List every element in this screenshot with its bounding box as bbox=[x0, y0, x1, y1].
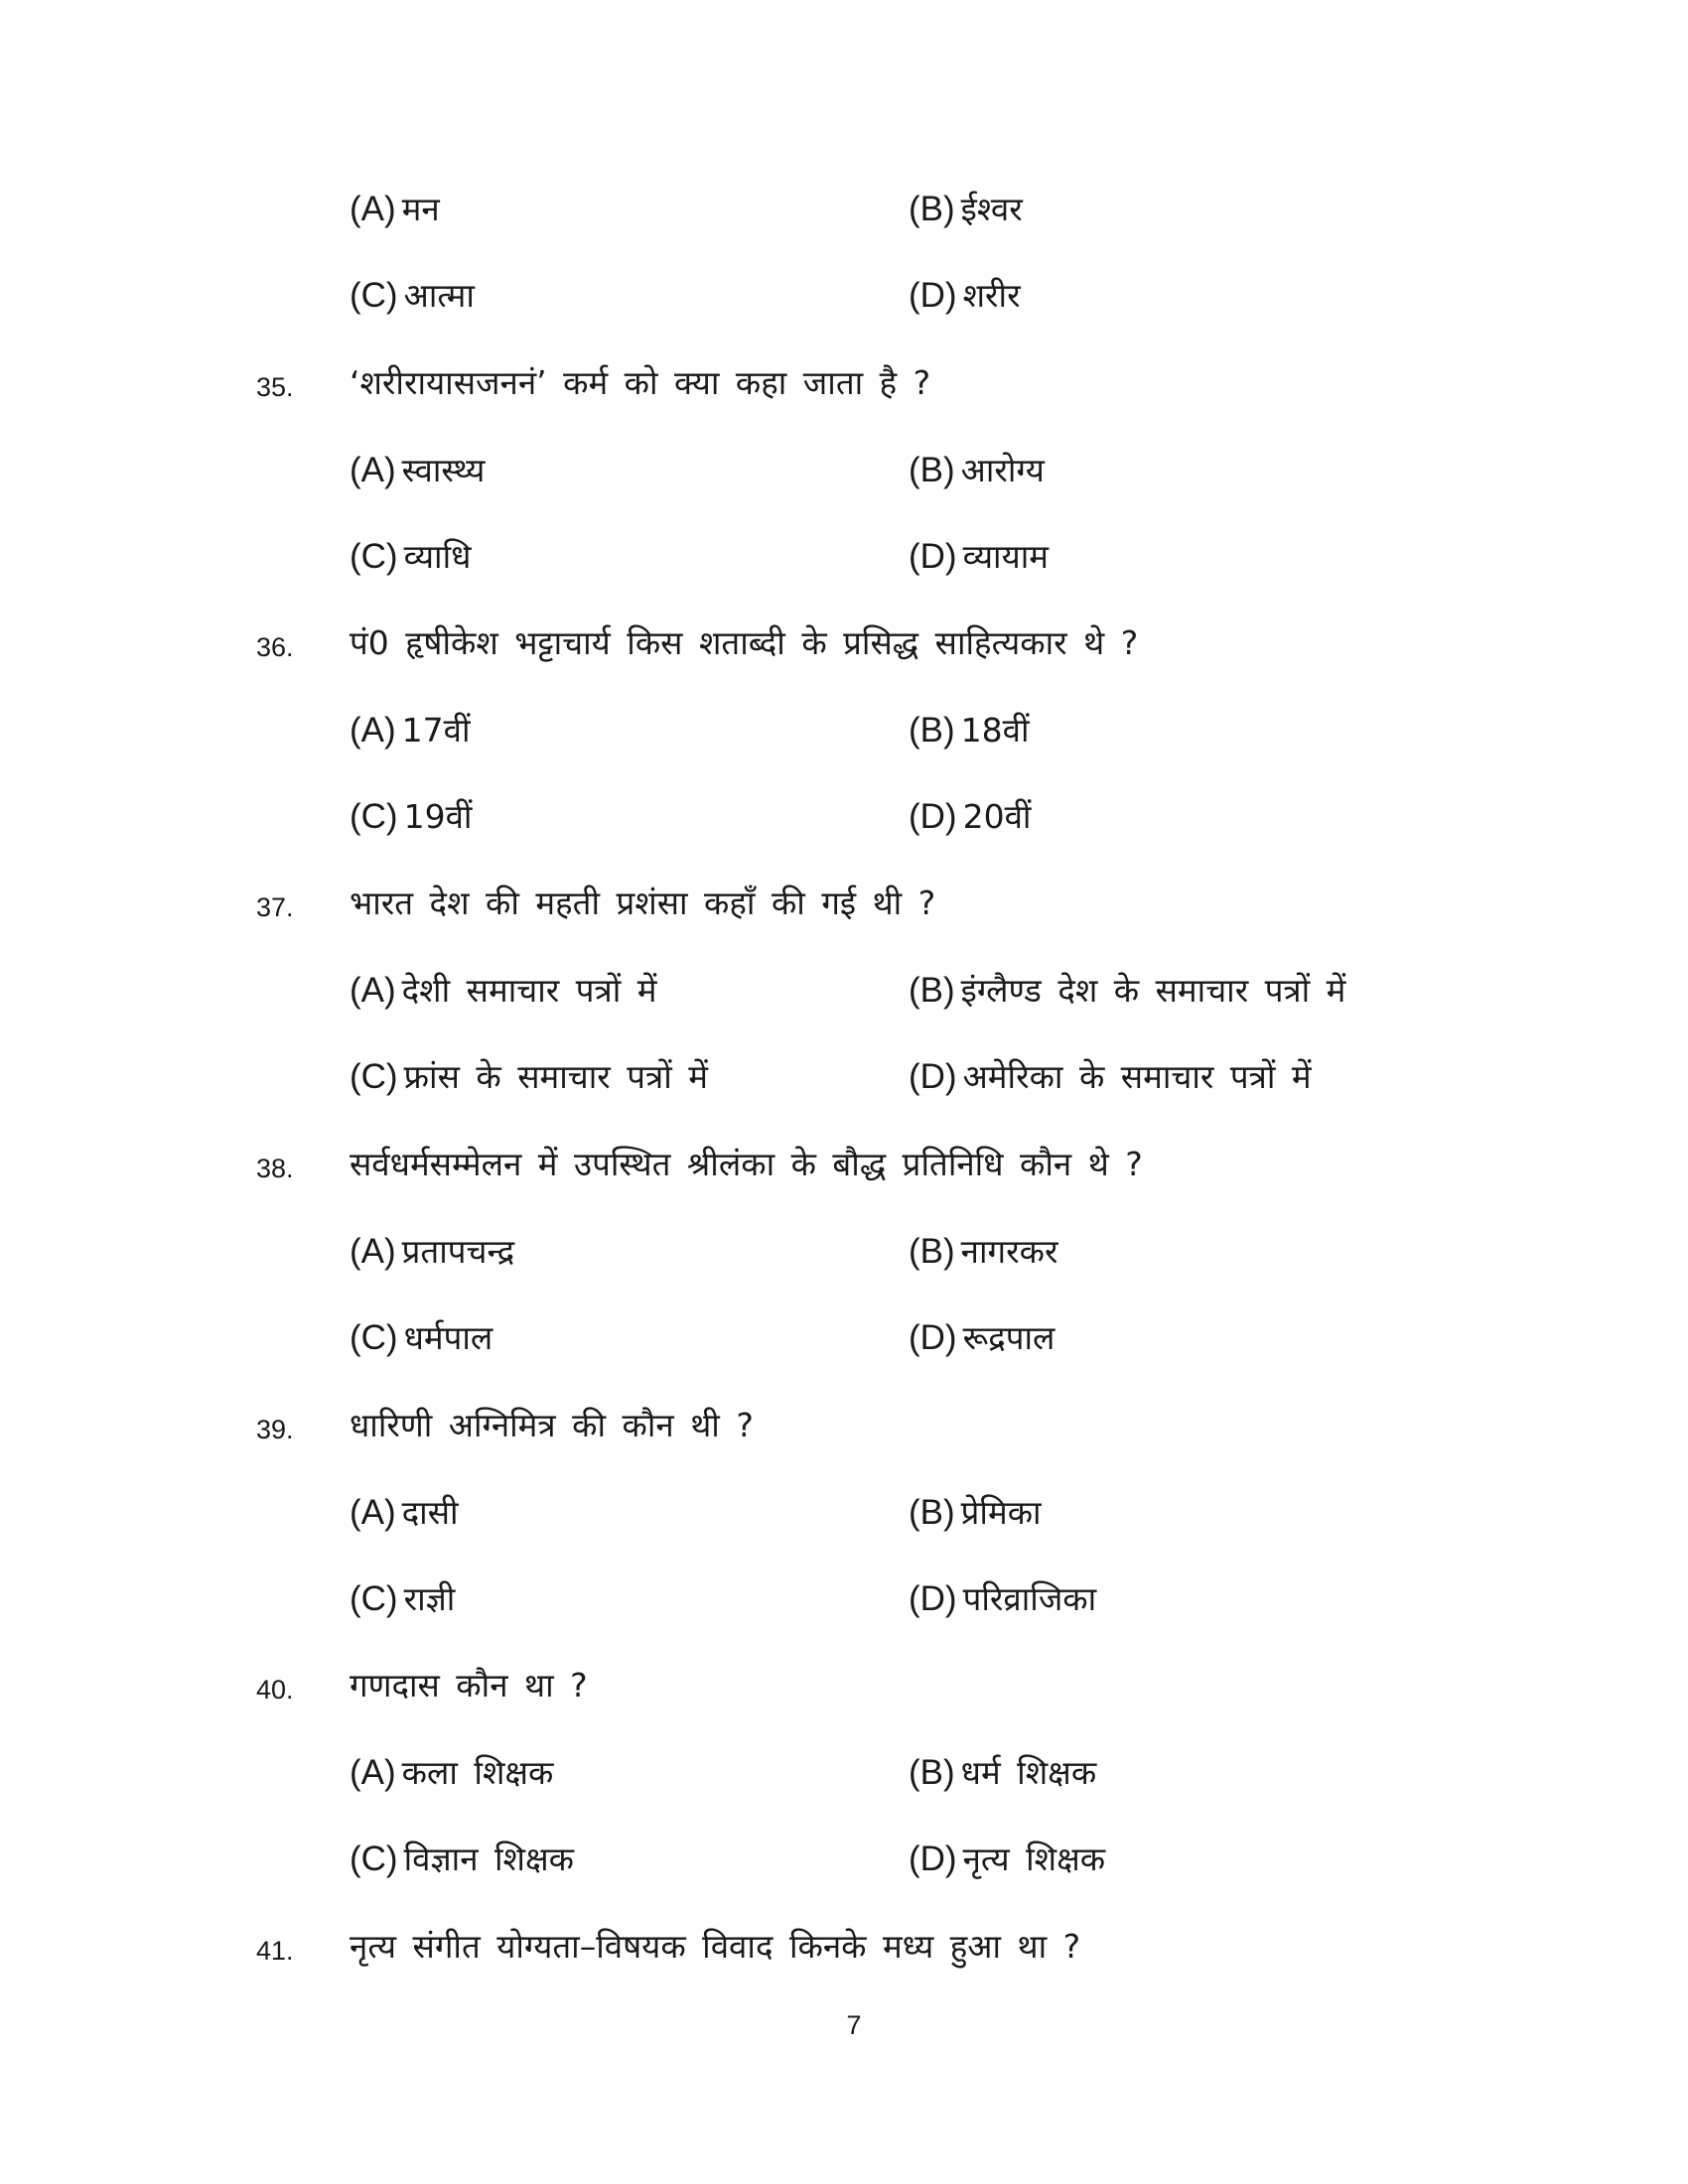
option-c: (C) राज्ञी bbox=[350, 1579, 456, 1618]
question-text: सर्वधर्मसम्मेलन में उपस्थित श्रीलंका के बौद्ध प्रतिनिधि कौन थे ? bbox=[350, 1145, 1143, 1183]
question-number: 41. bbox=[256, 1936, 294, 1966]
option-d: (D) रूद्रपाल bbox=[909, 1318, 1055, 1357]
question-text: पं0 हृषीकेश भट्टाचार्य किस शताब्दी के प्रसिद्ध साहित्यकार थे ? bbox=[350, 623, 1139, 662]
question-text: धारिणी अग्निमित्र की कौन थी ? bbox=[350, 1406, 754, 1444]
options-row bbox=[0, 445, 1688, 504]
question-35 bbox=[0, 357, 1688, 417]
option-a: (A) प्रतापचन्द्र bbox=[350, 1232, 515, 1271]
option-a: (A) मन bbox=[350, 190, 440, 228]
question-39 bbox=[0, 1400, 1688, 1459]
question-text: गणदास कौन था ? bbox=[350, 1666, 588, 1705]
question-38 bbox=[0, 1139, 1688, 1198]
option-b: (B) प्रेमिका bbox=[909, 1493, 1042, 1532]
option-d: (D) अमेरिका के समाचार पत्रों में bbox=[909, 1057, 1312, 1096]
question-number: 38. bbox=[256, 1154, 294, 1183]
option-c: (C) विज्ञान शिक्षक bbox=[350, 1840, 574, 1878]
option-c: (C) आत्मा bbox=[350, 276, 475, 315]
option-c: (C) व्याधि bbox=[350, 537, 472, 576]
options-row bbox=[0, 1834, 1688, 1893]
option-a: (A) देशी समाचार पत्रों में bbox=[350, 971, 657, 1010]
option-a: (A) कला शिक्षक bbox=[350, 1753, 554, 1792]
option-d: (D) व्यायाम bbox=[909, 537, 1049, 576]
question-number: 35. bbox=[256, 372, 294, 402]
options-row bbox=[0, 184, 1688, 243]
question-text: ‘शरीरायासजननं’ कर्म को क्या कहा जाता है ? bbox=[350, 363, 931, 402]
option-a: (A) 17वीं bbox=[350, 711, 471, 750]
options-row bbox=[0, 965, 1688, 1024]
option-b: (B) नागरकर bbox=[909, 1232, 1058, 1271]
options-row bbox=[0, 1226, 1688, 1286]
option-c: (C) 19वीं bbox=[350, 797, 473, 836]
option-d: (D) परिव्राजिका bbox=[909, 1579, 1097, 1618]
option-c: (C) धर्मपाल bbox=[350, 1318, 493, 1357]
question-37 bbox=[0, 878, 1688, 937]
option-b: (B) इंग्लैण्ड देश के समाचार पत्रों में bbox=[909, 971, 1346, 1010]
option-a: (A) स्वास्थ्य bbox=[350, 451, 486, 489]
options-row bbox=[0, 791, 1688, 851]
option-c: (C) फ्रांस के समाचार पत्रों में bbox=[350, 1057, 709, 1096]
option-d: (D) नृत्य शिक्षक bbox=[909, 1840, 1106, 1878]
option-b: (B) धर्म शिक्षक bbox=[909, 1753, 1097, 1792]
option-b: (B) ईश्वर bbox=[909, 190, 1023, 228]
options-row bbox=[0, 1051, 1688, 1111]
question-number: 37. bbox=[256, 892, 294, 922]
options-row bbox=[0, 705, 1688, 764]
question-text: नृत्य संगीत योग्यता–विषयक विवाद किनके मध्य हुआ था ? bbox=[350, 1927, 1081, 1966]
question-36 bbox=[0, 617, 1688, 677]
question-number: 39. bbox=[256, 1415, 294, 1444]
question-41 bbox=[0, 1921, 1688, 1980]
options-row bbox=[0, 1747, 1688, 1807]
options-row bbox=[0, 1487, 1688, 1547]
options-row bbox=[0, 1312, 1688, 1372]
options-row bbox=[0, 1573, 1688, 1633]
question-number: 40. bbox=[256, 1675, 294, 1705]
option-a: (A) दासी bbox=[350, 1493, 459, 1532]
question-40 bbox=[0, 1660, 1688, 1719]
question-number: 36. bbox=[256, 632, 294, 662]
option-d: (D) 20वीं bbox=[909, 797, 1032, 836]
options-row bbox=[0, 531, 1688, 591]
option-b: (B) 18वीं bbox=[909, 711, 1030, 750]
option-d: (D) शरीर bbox=[909, 276, 1021, 315]
page-number: 7 bbox=[846, 2010, 862, 2040]
question-text: भारत देश की महती प्रशंसा कहाँ की गई थी ? bbox=[350, 884, 936, 922]
option-b: (B) आरोग्य bbox=[909, 451, 1045, 489]
options-row bbox=[0, 270, 1688, 330]
